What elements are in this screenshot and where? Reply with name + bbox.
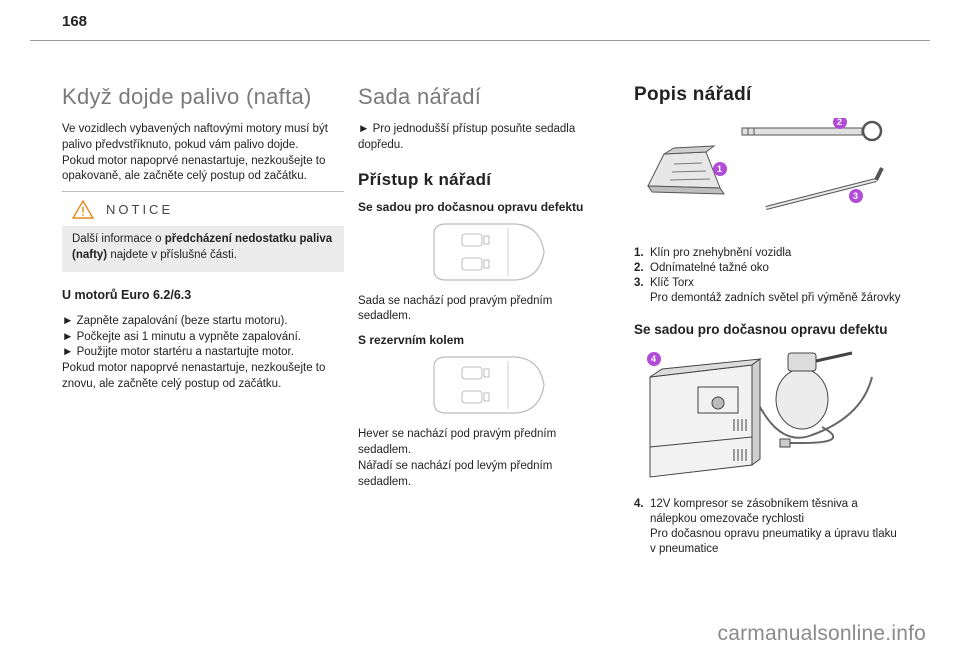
header-rule <box>30 40 930 41</box>
svg-text:1: 1 <box>717 164 723 174</box>
bullet-2: ► Počkejte asi 1 minutu a vypněte zapalování. <box>62 330 301 343</box>
svg-text:2: 2 <box>837 118 843 127</box>
car-seat-diagram-spare <box>428 355 546 415</box>
notice-label: NOTICE <box>106 202 174 218</box>
warning-icon <box>72 200 94 219</box>
compressor-illustration <box>642 347 892 487</box>
tip-paragraph: ► Pro jednodušší přístup posuňte sedadla dopředu. <box>358 123 576 151</box>
list-item: 2. Odnímatelné tažné oko <box>634 262 769 274</box>
kit-heading-tools: Se sadou pro dočasnou opravu defektu <box>634 322 888 337</box>
subheading-euro: U motorů Euro 6.2/6.3 <box>62 287 192 302</box>
bullet-1: ► Zapněte zapalování (beze startu motoru). <box>62 314 288 327</box>
spare-heading: S rezervním kolem <box>358 333 465 348</box>
page-number: 168 <box>62 13 88 30</box>
column-toolkit <box>358 58 603 496</box>
section-title-tools: Popis nářadí <box>634 84 752 105</box>
bullet-3: ► Použijte motor startéru a nastartujte motor. <box>62 346 294 359</box>
column-fuel <box>62 58 344 399</box>
after-paragraph: Pokud motor napoprvé nenastartuje, nezkoušejte to znovu, ale začněte celý postup od začátku. <box>62 362 326 390</box>
notice-box <box>62 191 344 272</box>
svg-text:3: 3 <box>853 191 859 201</box>
kit-location-text: Sada se nachází pod pravým předním sedadlem. <box>358 294 553 323</box>
tools-illustration <box>644 118 884 218</box>
car-seat-diagram-kit <box>428 222 546 282</box>
kit-list <box>634 497 904 557</box>
list-item: 4. 12V kompresor se zásobníkem těsniva a nálepkou omezovače rychlosti Pro dočasnou opravu pneumatiky a úpravu tlaku v pneumatice <box>634 498 897 555</box>
kit-heading: Se sadou pro dočasnou opravu defektu <box>358 199 584 214</box>
section-title-fuel: Když dojde palivo (nafta) <box>62 84 312 109</box>
list-item: 3. Klíč Torx Pro demontáž zadních světel při výměně žárovky <box>634 277 901 304</box>
section-title-toolkit: Sada nářadí <box>358 84 482 109</box>
notice-text: Další informace o předcházení nedostatku paliva (nafty) najdete v příslušné části. <box>72 233 333 261</box>
svg-text:4: 4 <box>651 354 657 364</box>
access-title: Přístup k nářadí <box>358 169 492 189</box>
tools-list <box>634 246 904 306</box>
spare-location-text-2: Nářadí se nachází pod levým předním sedadlem. <box>358 459 553 488</box>
watermark: carmanualsonline.info <box>717 622 926 645</box>
notice-header <box>62 192 344 226</box>
column-tools-description <box>634 58 904 557</box>
spare-location-text-1: Hever se nachází pod pravým předním sedadlem. <box>358 428 557 456</box>
notice-link-text: předcházení nedostatku paliva (nafty) <box>72 233 333 261</box>
intro-paragraph-2: Pokud motor napoprvé nenastartuje, nezkoušejte to opakovaně, ale začněte celý postup od začátku. <box>62 154 326 183</box>
list-item: 1. Klín pro znehybnění vozidla <box>634 247 792 259</box>
intro-paragraph: Ve vozidlech vybavených naftovými motory musí být palivo předvstříknuto, pokud vám palivo dojde. <box>62 123 328 151</box>
